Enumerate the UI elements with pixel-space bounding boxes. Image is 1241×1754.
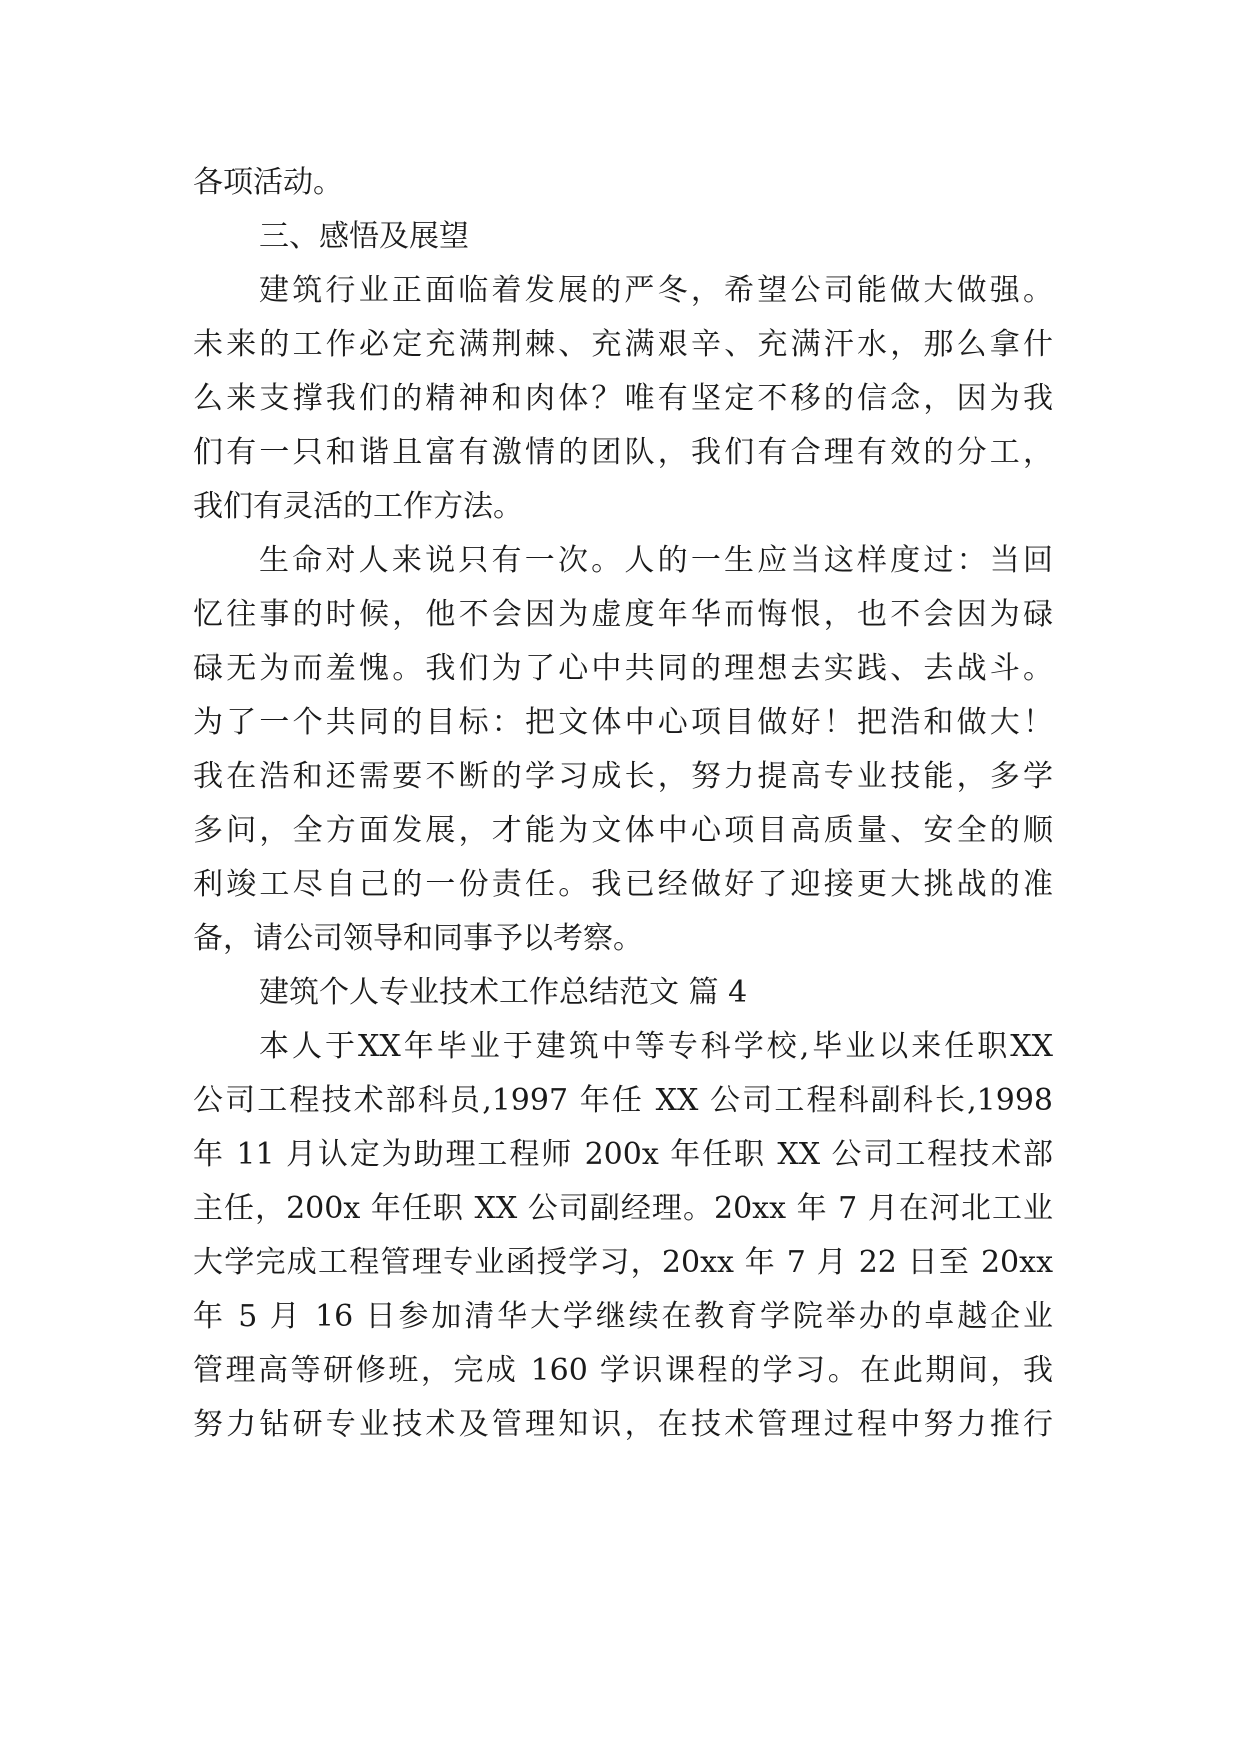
text-line: 大学完成工程管理专业函授学习，20xx 年 7 月 22 日至 20xx	[193, 1245, 1053, 1280]
text-line: 们有一只和谐且富有激情的团队，我们有合理有效的分工，	[193, 435, 1053, 470]
text-line: 努力钻研专业技术及管理知识，在技术管理过程中努力推行	[193, 1407, 1053, 1442]
text-line: 建筑行业正面临着发展的严冬，希望公司能做大做强。	[259, 273, 1053, 308]
text-line: 忆往事的时候，他不会因为虚度年华而悔恨，也不会因为碌	[193, 597, 1053, 632]
text-line: 年 5 月 16 日参加清华大学继续在教育学院举办的卓越企业	[193, 1299, 1053, 1334]
text-line: 建筑个人专业技术工作总结范文 篇 4	[259, 975, 748, 1010]
text-line: 利竣工尽自己的一份责任。我已经做好了迎接更大挑战的准	[193, 867, 1053, 902]
paragraph	[193, 534, 1053, 966]
text-line: 我在浩和还需要不断的学习成长，努力提高专业技能，多学	[193, 759, 1053, 794]
text-line: 未来的工作必定充满荆棘、充满艰辛、充满汗水，那么拿什	[193, 327, 1053, 362]
document-body	[193, 156, 1053, 1452]
text-line: 管理高等研修班，完成 160 学识课程的学习。在此期间，我	[193, 1353, 1053, 1388]
text-line: 年 11 月认定为助理工程师 200x 年任职 XX 公司工程技术部	[193, 1137, 1053, 1172]
text-line: 碌无为而羞愧。我们为了心中共同的理想去实践、去战斗。	[193, 651, 1053, 686]
text-line: 么来支撑我们的精神和肉体？唯有坚定不移的信念，因为我	[193, 381, 1053, 416]
section-heading	[193, 210, 1053, 264]
paragraph	[193, 264, 1053, 534]
paragraph	[193, 156, 1053, 210]
text-line: 我们有灵活的工作方法。	[193, 489, 523, 524]
text-line: 本人于XX年毕业于建筑中等专科学校,毕业以来任职XX	[259, 1029, 1053, 1064]
text-line: 生命对人来说只有一次。人的一生应当这样度过：当回	[259, 543, 1053, 578]
text-line: 各项活动。	[193, 165, 343, 200]
text-line: 三、感悟及展望	[259, 219, 469, 254]
text-line: 为了一个共同的目标：把文体中心项目做好！把浩和做大！	[193, 705, 1053, 740]
text-line: 公司工程技术部科员,1997 年任 XX 公司工程科副科长,1998	[193, 1083, 1053, 1118]
text-line: 备，请公司领导和同事予以考察。	[193, 921, 643, 956]
paragraph	[193, 1020, 1053, 1452]
text-line: 多问，全方面发展，才能为文体中心项目高质量、安全的顺	[193, 813, 1053, 848]
section-title	[193, 966, 1053, 1020]
text-line: 主任，200x 年任职 XX 公司副经理。20xx 年 7 月在河北工业	[193, 1191, 1053, 1226]
